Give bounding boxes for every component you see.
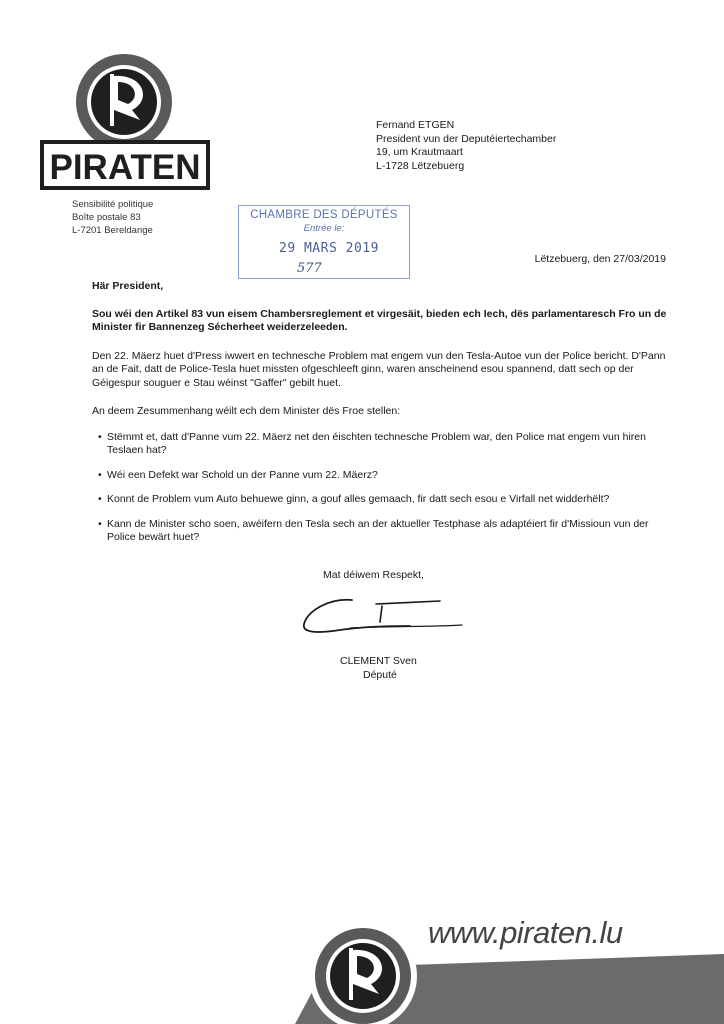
website-url[interactable]: www.piraten.lu: [428, 915, 623, 950]
intro-paragraph: Sou wéi den Artikel 83 vun eisem Chambersreglement et virgesäit, bieden ech Iech, dës parlamentaresch Fro un de Minister fir Bannenzeg Sécherheet weiderzeleeden.: [92, 307, 667, 333]
piraten-logo: [40, 48, 212, 193]
list-item: • Konnt de Problem vum Auto behuewe ginn, a gouf alles gemaach, fir datt sech esou e Virfall net widderhëlt?: [107, 493, 672, 507]
stamp-number: 577: [297, 261, 322, 276]
closing-formula: Mat déiwem Respekt,: [323, 569, 424, 581]
sender-line: L-7201 Bereldange: [72, 225, 153, 236]
sender-line: Sensibilité politique: [72, 199, 154, 210]
sender-address: [72, 198, 153, 237]
questions-lead: An deem Zesummenhang wéilt ech dem Minister dës Froe stellen:: [92, 405, 401, 417]
stamp-title: CHAMBRE DES DÉPUTÉS: [250, 209, 398, 221]
salutation: Här President,: [92, 280, 164, 292]
signer-name: CLEMENT Sven: [340, 655, 417, 667]
reception-stamp: [238, 205, 410, 279]
handwritten-signature: [290, 592, 470, 642]
context-paragraph: Den 22. Mäerz huet d'Press iwwert en technesche Problem mat engem vun den Tesla-Autoe vun der Police bericht. D'Pann an de Fait, datt de Police-Tesla huet missten ofgeschleeft ginn, waren anscheinend esou spannend, datt sech op der Géigespur souguer e Stau wéinst "Gaffer" gebilt huet.: [92, 349, 666, 389]
list-item: • Wéi een Defekt war Schold un der Panne vum 22. Mäerz?: [107, 469, 672, 483]
list-item: • Stëmmt et, datt d'Panne vum 22. Mäerz net den éischten technesche Problem war, den Police mat engem vun hiren Teslaen hat?: [107, 431, 672, 458]
question-list: [92, 431, 672, 545]
letter-body: [92, 280, 672, 556]
stamp-date: 29 MARS 2019: [279, 241, 379, 256]
recipient-name: Fernand ETGEN: [376, 119, 455, 131]
signer-role: Député: [363, 669, 397, 681]
recipient-title: President vun der Deputéiertechamber: [376, 132, 557, 145]
stamp-entry-label: Entrée le:: [303, 223, 345, 234]
list-item: • Kann de Minister scho soen, awéifern den Tesla sech an der aktueller Testphase als adaptéiert fir d'Missioun vun der Police bewärt huet?: [107, 518, 672, 545]
recipient-city: L-1728 Lëtzebuerg: [376, 159, 465, 172]
letter-date: Lëtzebuerg, den 27/03/2019: [534, 253, 666, 265]
recipient-address: [376, 119, 556, 173]
recipient-street: 19, um Krautmaart: [376, 146, 463, 158]
sender-line: Boîte postale 83: [72, 212, 141, 223]
footer-logo: [308, 918, 418, 1024]
logo-text: PIRATEN: [49, 148, 201, 187]
